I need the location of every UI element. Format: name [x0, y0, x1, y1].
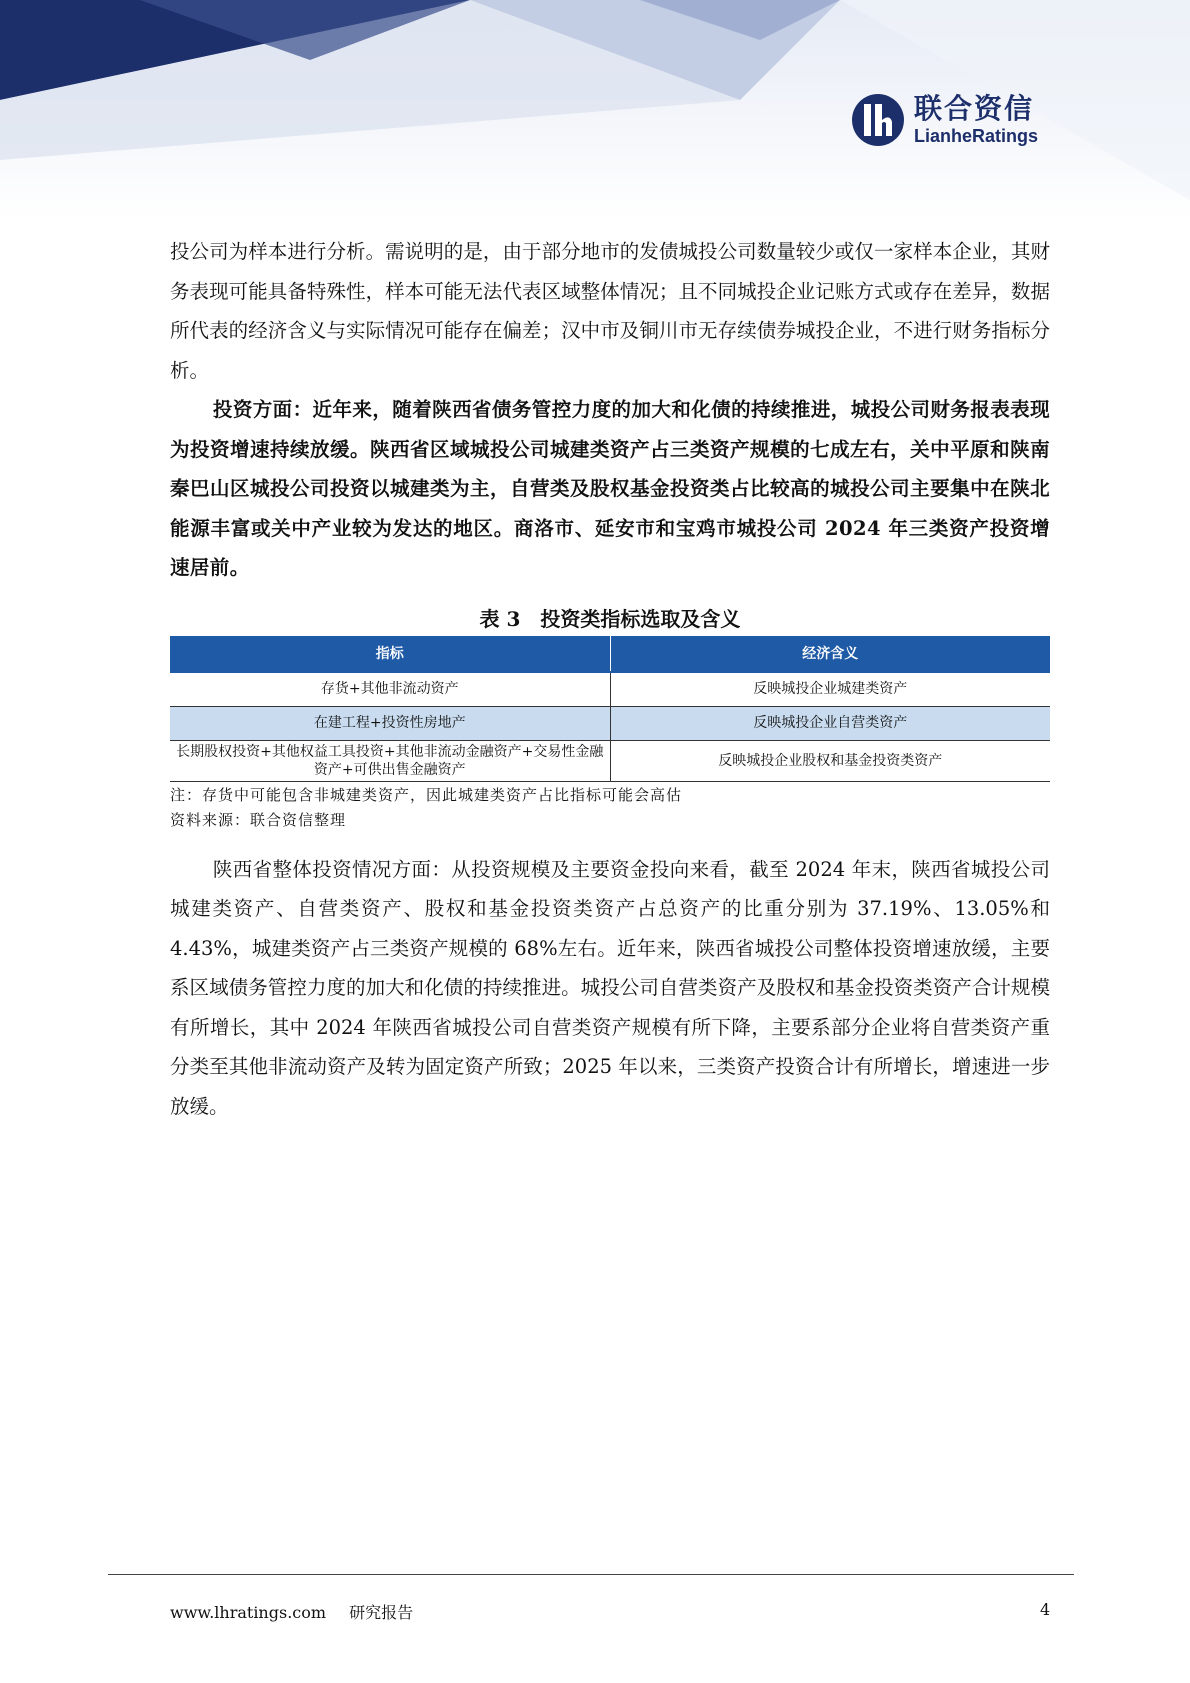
table-source: 资料来源：联合资信整理: [170, 810, 347, 829]
table-row: [170, 706, 1050, 740]
logo-english-name: LianheRatings: [914, 126, 1039, 146]
footer-divider: [108, 1574, 1074, 1575]
company-logo: [850, 92, 1038, 148]
header-cell-meaning: 经济含义: [610, 636, 1050, 672]
page-number: 4: [1040, 1600, 1051, 1619]
footer-left: [170, 1600, 431, 1623]
report-body: [170, 232, 1050, 1126]
table-row: [170, 740, 1050, 781]
header-cell-indicator: 指标: [170, 636, 610, 672]
paragraph-investment-summary: 投资方面：近年来，随着陕西省债务管控力度的加大和化债的持续推进，城投公司财务报表表现为投资增速持续放缓。陕西省区域城投公司城建类资产占三类资产规模的七成左右，关中平原和陕南秦巴山区城投公司投资以城建类为主，自营类及股权基金投资类占比较高的城投公司主要集中在陕北能源丰富或关中产业较为发达的地区。商洛市、延安市和宝鸡市城投公司 2024 年三类资产投资增速居前。: [170, 398, 1050, 579]
table-cell: 在建工程+投资性房地产: [170, 706, 610, 740]
lianhe-logo-icon: [850, 92, 906, 148]
table-cell: 反映城投企业股权和基金投资类资产: [610, 740, 1050, 781]
footer-report-label: 研究报告: [349, 1603, 414, 1622]
table-header-row: [170, 636, 1050, 672]
investment-indicator-table: [170, 636, 1050, 782]
table-cell: 反映城投企业城建类资产: [610, 672, 1050, 707]
table-cell: 反映城投企业自营类资产: [610, 706, 1050, 740]
table-note: 注：存货中可能包含非城建类资产，因此城建类资产占比指标可能会高估: [170, 785, 683, 804]
footer-website-link[interactable]: www.lhratings.com: [170, 1603, 327, 1622]
table-cell: 存货+其他非流动资产: [170, 672, 610, 707]
table-cell: 长期股权投资+其他权益工具投资+其他非流动金融资产+交易性金融资产+可供出售金融资产: [170, 740, 610, 781]
paragraph-provincial-investment: 陕西省整体投资情况方面：从投资规模及主要资金投向来看，截至 2024 年末，陕西省城投公司城建类资产、自营类资产、股权和基金投资类资产占总资产的比重分别为 37.19%、13.05%和 4.43%，城建类资产占三类资产规模的 68%左右。近年来，陕西省城投公司整体投资增速放缓，主要系区域债务管控力度的加大和化债的持续推进。城投公司自营类资产及股权和基金投资类资产合计规模有所增长，其中 2024 年陕西省城投公司自营类资产规模有所下降，主要系部分企业将自营类资产重分类至其他非流动资产及转为固定资产所致；2025 年以来，三类资产投资合计有所增长，增速进一步放缓。: [170, 857, 1050, 1118]
table-row: [170, 672, 1050, 707]
table-title: 表 3 投资类指标选取及含义: [479, 606, 741, 631]
logo-chinese-name: 联合资信: [914, 92, 1035, 125]
paragraph-sample-note: 投公司为样本进行分析。需说明的是，由于部分地市的发债城投公司数量较少或仅一家样本企业，其财务表现可能具备特殊性，样本可能无法代表区域整体情况；且不同城投企业记账方式或存在差异，数据所代表的经济含义与实际情况可能存在偏差；汉中市及铜川市无存续债券城投企业，不进行财务指标分析。: [170, 240, 1050, 382]
